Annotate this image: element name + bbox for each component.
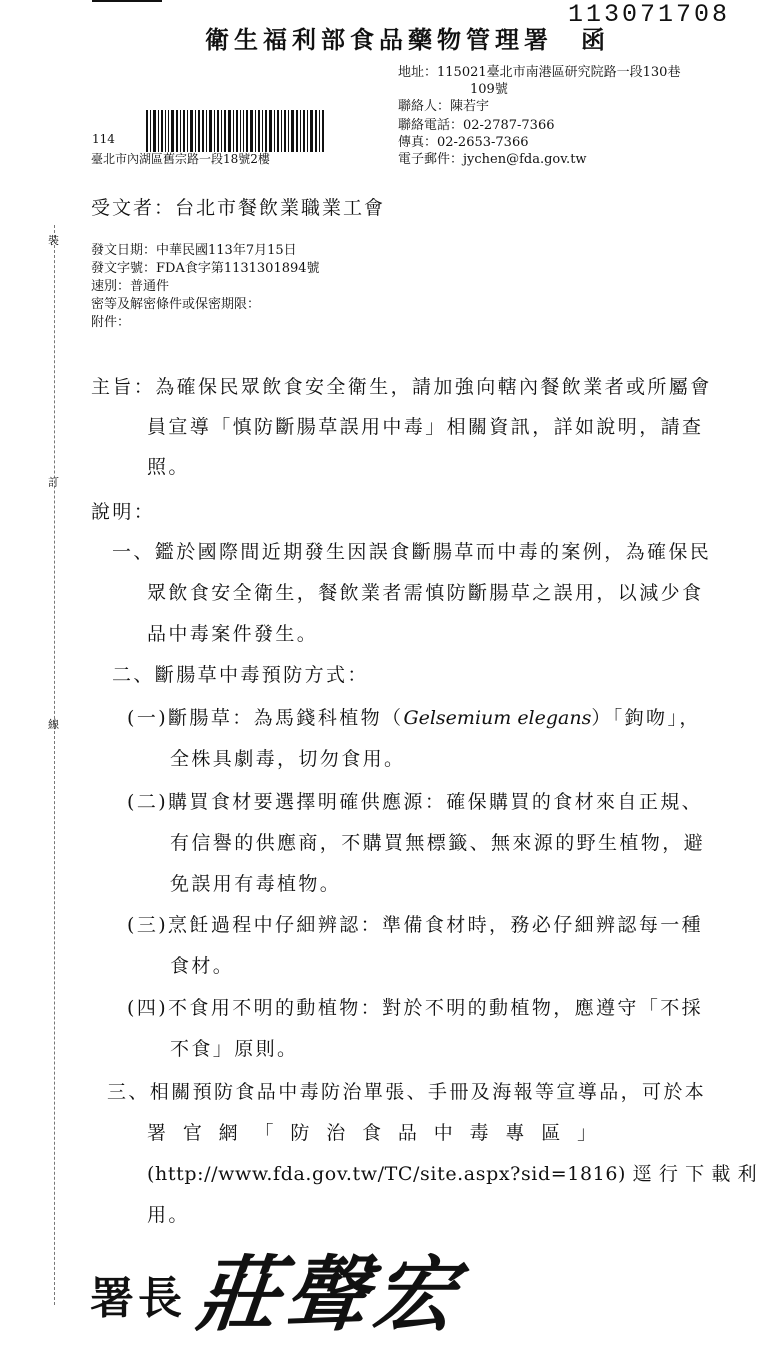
letter-header xyxy=(205,20,610,55)
contact-address-2: 109號 xyxy=(470,82,508,97)
margin-mark-middle: 訂 xyxy=(48,476,59,489)
subject-line-3: 照。 xyxy=(147,456,190,478)
recipient: 受文者：台北市餐飲業職業工會 xyxy=(91,197,386,219)
document-serial-number: 113071708 xyxy=(568,0,731,29)
mailing-address: 臺北市內湖區舊宗路一段18號2樓 xyxy=(91,152,270,166)
item2-sub3-line-1: (三)烹飪過程中仔細辨認：準備食材時，務必仔細辨認每一種 xyxy=(127,914,704,936)
subject-line-1: 主旨：為確保民眾飲食安全衛生，請加強向轄內餐飲業者或所屬會 xyxy=(91,376,712,398)
contact-fax: 傳真：02-2653-7366 xyxy=(398,135,529,150)
delivery-speed: 速別：普通件 xyxy=(91,279,170,294)
margin-mark-top: 裝 xyxy=(48,234,59,247)
item1-line-2: 眾飲食安全衛生，餐飲業者需慎防斷腸草之誤用，以減少食 xyxy=(147,582,704,604)
document-type: 函 xyxy=(581,25,610,54)
sub1-suffix: ）「鉤吻」， xyxy=(591,707,701,729)
binding-line xyxy=(54,225,55,1305)
contact-email: 電子郵件：jychen@fda.gov.tw xyxy=(398,152,587,167)
item2-sub1-line-2: 全株具劇毒，切勿食用。 xyxy=(170,748,406,770)
item2-sub1-line-1 xyxy=(127,703,701,730)
item2-sub4-line-1: (四)不食用不明的動植物：對於不明的動植物，應遵守「不採 xyxy=(127,997,704,1019)
attachment: 附件： xyxy=(91,315,131,330)
reference-number: 發文字號：FDA食字第1131301894號 xyxy=(91,261,320,276)
issue-date: 發文日期：中華民國113年7月15日 xyxy=(91,243,297,258)
subject-line-2: 員宣導「慎防斷腸草誤用中毒」相關資訊，詳如說明，請查 xyxy=(147,416,704,438)
item2-sub2-line-3: 免誤用有毒植物。 xyxy=(170,873,342,895)
sub1-prefix: (一)斷腸草：為馬錢科植物（ xyxy=(127,707,404,729)
latin-name: Gelsemium elegans xyxy=(403,707,592,729)
contact-address-1: 地址：115021臺北市南港區研究院路一段130巷 xyxy=(398,65,681,80)
agency-title: 衛生福利部食品藥物管理署 xyxy=(205,25,553,54)
item3-line-3: (http://www.fda.gov.tw/TC/site.aspx?sid=1816) 逕 行 下 載 利 xyxy=(147,1163,758,1185)
contact-phone: 聯絡電話：02-2787-7366 xyxy=(398,118,555,133)
margin-mark-bottom: 線 xyxy=(48,718,59,731)
item3-line-1: 三、相關預防食品中毒防治單張、手冊及海報等宣導品，可於本 xyxy=(107,1081,707,1103)
contact-person: 聯絡人：陳若宇 xyxy=(398,99,490,114)
item3-line-4: 用。 xyxy=(147,1204,190,1226)
explanation-heading: 說明： xyxy=(91,501,156,523)
barcode xyxy=(146,110,368,152)
secrecy-level: 密等及解密條件或保密期限： xyxy=(91,297,261,312)
item2-sub2-line-2: 有信譽的供應商，不購買無標籤、無來源的野生植物，避 xyxy=(170,832,706,854)
scan-mark xyxy=(92,0,162,2)
signature-title: 署長 xyxy=(90,1273,186,1324)
item2-sub3-line-2: 食材。 xyxy=(170,955,235,977)
mailing-postcode: 114 xyxy=(92,132,115,146)
item3-line-2: 署 官 網 「 防 治 食 品 中 毒 專 區 」 xyxy=(147,1122,599,1144)
item2-sub4-line-2: 不食」原則。 xyxy=(170,1038,299,1060)
item1-line-3: 品中毒案件發生。 xyxy=(147,623,319,645)
item1-line-1: 一、鑑於國際間近期發生因誤食斷腸草而中毒的案例，為確保民 xyxy=(112,541,712,563)
item2-heading: 二、斷腸草中毒預防方式： xyxy=(112,664,369,686)
signature-name: 莊聲宏 xyxy=(192,1247,467,1343)
item2-sub2-line-1: (二)購買食材要選擇明確供應源：確保購買的食材來自正規、 xyxy=(127,791,704,813)
